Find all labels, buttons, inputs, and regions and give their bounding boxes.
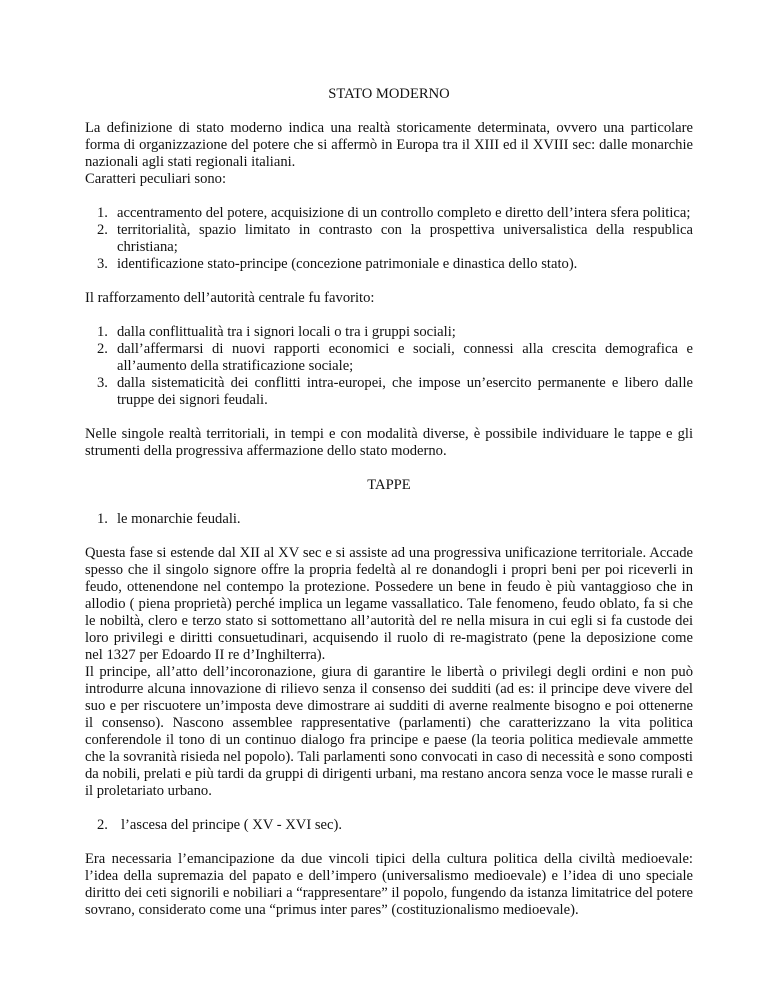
- tappa-number: 1.: [97, 511, 108, 527]
- tappa-number: 2.: [97, 817, 108, 833]
- tappa-1-paragraph: Questa fase si estende dal XII al XV sec e si assiste ad una progressiva unificazione territoriale. Accade spesso che il singolo signore offre la propria fedeltà al re donandogli i propri beni per poi riceverli in feudo, ottenendone nel contempo la protezione. Possedere un bene in feudo è più vantaggioso che in allodio ( piena proprietà) perché implica un legame vassallatico. Tale fenomeno, feudo oblato, fa si che le nobiltà, clero e terzo stato si sottomettano all’autorità del re nella misura in cui egli si fa custode dei loro privilegi e diritti consuetudinari, acquisendo il ruolo di re-magistrato (pene la deposizione come nel 1327 per Edoardo II re d’Inghilterra).: [85, 545, 693, 663]
- list-item-text: territorialità, spazio limitato in contrasto con la prospettiva universalistica della respublica christiana;: [117, 222, 693, 255]
- list-item: [85, 222, 693, 256]
- list-item: [85, 256, 693, 273]
- document-page: [85, 86, 693, 919]
- list-item: [85, 324, 693, 341]
- tappa-1-paragraph: Il principe, all’atto dell’incoronazione, giura di garantire le libertà o privilegi degli ordini e non può introdurre alcuna innovazione di rilievo senza il consenso dei sudditi (ad es: il principe deve vivere del suo e per riscuotere un’imposta deve dimostrare ai sudditi di averne realmente bisogno e poi ottenerne il consenso). Nascono assemblee rappresentative (parlamenti) che caratterizzano la vita politica conferendole il tono di un continuo dialogo fra principe e paese (la teoria politica medievale ammette che la sovranità risieda nel popolo). Tali parlamenti sono convocati in caso di necessità e sono composti da nobili, prelati e più tardi da gruppi di dirigenti urbani, ma restano ancora senza voce le masse rurali e il proletariato urbano.: [85, 664, 693, 799]
- factors-list: [85, 324, 693, 409]
- tappa-title: le monarchie feudali.: [117, 511, 241, 527]
- tappa-title: l’ascesa del principe ( XV - XVI sec).: [121, 817, 342, 833]
- list-item-text: dalla conflittualità tra i signori locali o tra i gruppi sociali;: [117, 324, 456, 340]
- tappe-heading: TAPPE: [367, 477, 411, 493]
- intro-text: La definizione di stato moderno indica una realtà storicamente determinata, ovvero una particolare forma di organizzazione del potere che si affermò in Europa tra il XIII ed il XVIII sec: dalle monarchie nazionali agli stati regionali italiani.: [85, 120, 693, 170]
- list-item: [85, 205, 693, 222]
- tappa-2-heading: [85, 817, 693, 834]
- tappa-1-heading: [85, 511, 693, 528]
- document-title: STATO MODERNO: [328, 86, 450, 102]
- list-item: [85, 341, 693, 375]
- list-number: 2.: [97, 341, 108, 357]
- characters-list: [85, 205, 693, 273]
- list-number: 3.: [97, 375, 108, 391]
- list-item-text: accentramento del potere, acquisizione di un controllo completo e diretto dell’intera sfera politica;: [117, 205, 691, 221]
- list-item-text: dall’affermarsi di nuovi rapporti economici e sociali, connessi alla crescita demografica e all’aumento della stratificazione sociale;: [117, 341, 693, 374]
- list-number: 1.: [97, 324, 108, 340]
- list-number: 2.: [97, 222, 108, 238]
- list-number: 3.: [97, 256, 108, 272]
- list-number: 1.: [97, 205, 108, 221]
- list-item-text: dalla sistematicità dei conflitti intra-europei, che impose un’esercito permanente e libero dalle truppe dei signori feudali.: [117, 375, 693, 408]
- list-item-text: identificazione stato-principe (concezione patrimoniale e dinastica dello stato).: [117, 256, 578, 272]
- intro-characters-label: Caratteri peculiari sono:: [85, 171, 227, 187]
- rafforzamento-intro: Il rafforzamento dell’autorità centrale fu favorito:: [85, 290, 375, 306]
- tappa-2-paragraph: Era necessaria l’emancipazione da due vincoli tipici della cultura politica della civiltà medioevale: l’idea della supremazia del papato e dell’impero (universalismo medioevale) e l’idea di uno speciale diritto dei ceti signorili e nobiliari a “rappresentare” il popolo, fungendo da istanza limitatrice del potere sovrano, considerato come una “primus inter pares” (costituzionalismo medioevale).: [85, 851, 693, 918]
- intro-paragraph: [85, 120, 693, 188]
- tappa-1-body: [85, 545, 693, 800]
- list-item: [85, 375, 693, 409]
- closing-paragraph: Nelle singole realtà territoriali, in tempi e con modalità diverse, è possibile individuare le tappe e gli strumenti della progressiva affermazione dello stato moderno.: [85, 426, 693, 459]
